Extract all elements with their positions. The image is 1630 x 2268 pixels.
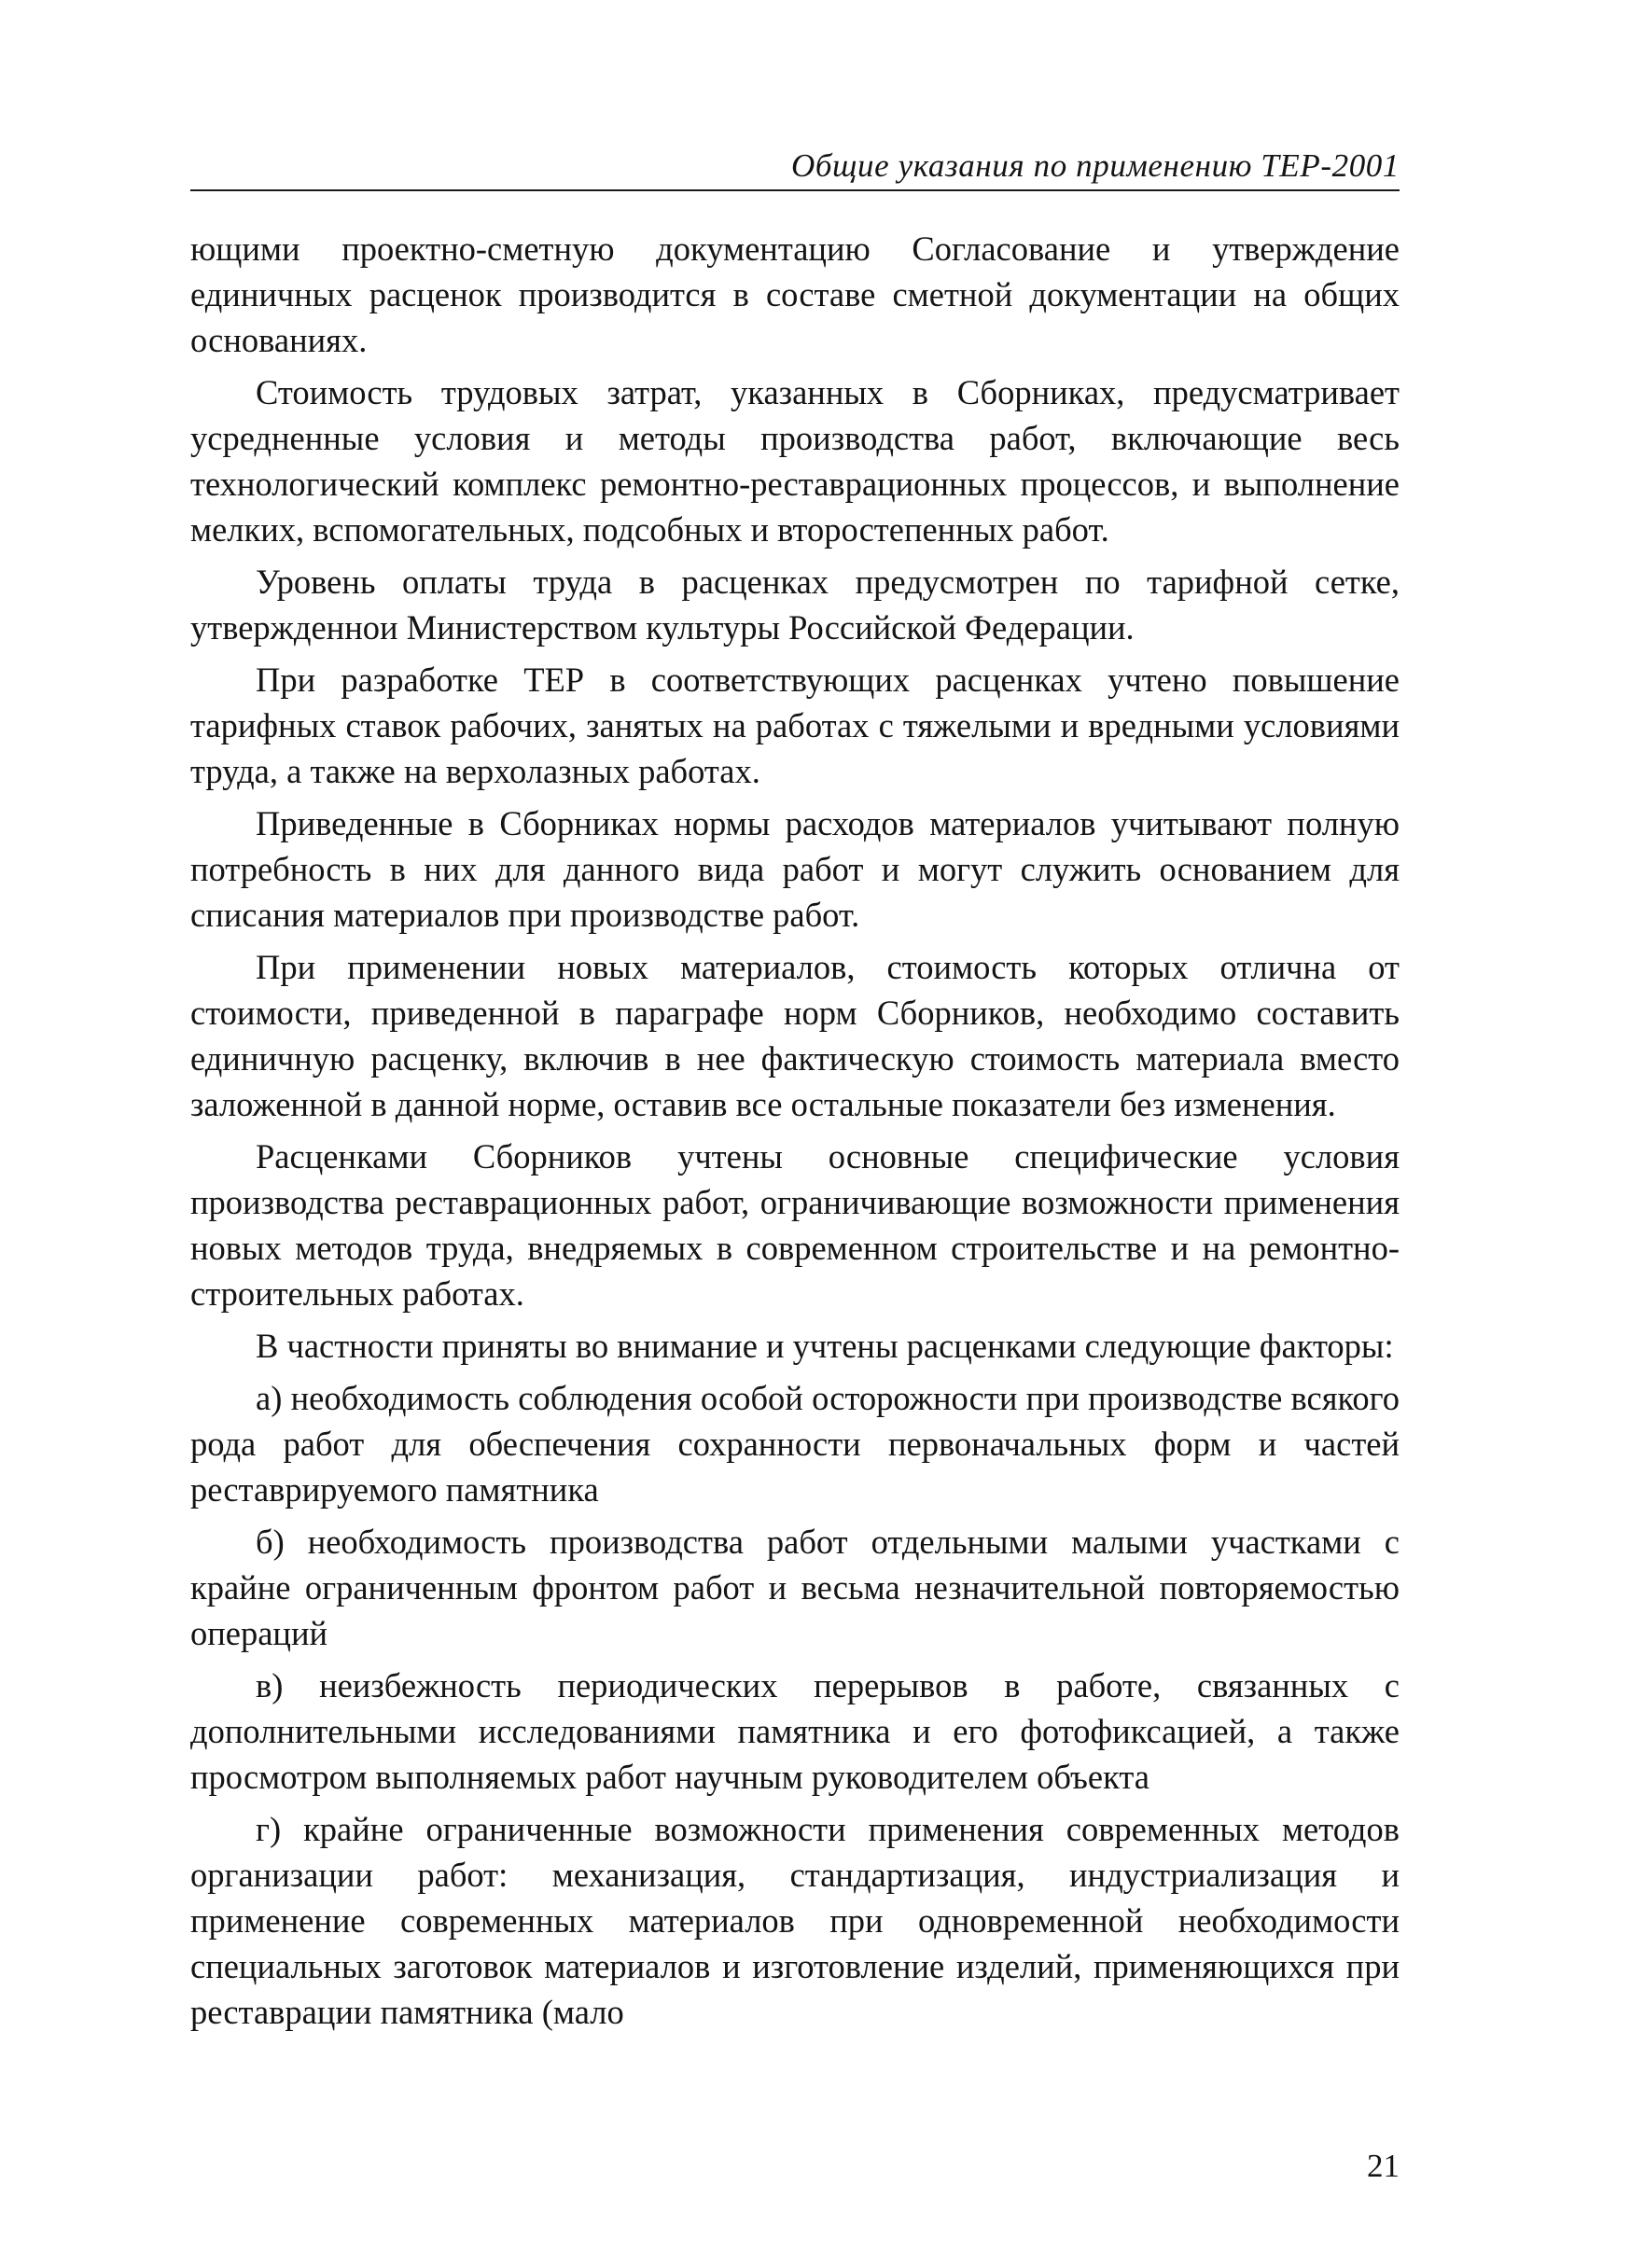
list-item-b: б) необходимость производства работ отдельными малыми участками с крайне ограниченным фронтом работ и весьма незначительной повторяемостью операций bbox=[190, 1523, 1400, 1652]
paragraph-new-materials: При применении новых материалов, стоимость которых отлична от стоимости, приведенной в параграфе норм Сборников, необходимо составить единичную расценку, включив в нее фактическую стоимость материала вместо заложенной в данной норме, оставив все остальные показатели без изменения. bbox=[190, 948, 1400, 1123]
running-header: Общие указания по применению ТЕР-2001 bbox=[790, 147, 1400, 184]
list-item-g: г) крайне ограниченные возможности применения современных методов организации работ: механизация, стандартизация, индустриализация и применение современных материалов при одновременной необходимости специальных заготовок материалов и изготовление изделий, применяющихся при реставрации памятника (мало bbox=[190, 1810, 1400, 2031]
paragraph-pay-level: Уровень оплаты труда в расценках предусмотрен по тарифной сетке, утвержденнои Министерством культуры Российской Федерации. bbox=[190, 563, 1400, 647]
list-item-v: в) неизбежность периодических перерывов в работе, связанных с дополнительными исследованиями памятника и его фотофиксацией, а также просмотром выполняемых работ научным руководителем объекта bbox=[190, 1666, 1400, 1796]
paragraph-specific-conditions: Расценками Сборников учтены основные специфические условия производства реставрационных работ, ограничивающие возможности применения новых методов труда, внедряемых в современном строительстве и на ремонтно-строительных работах. bbox=[190, 1137, 1400, 1313]
paragraph-factors-intro: В частности приняты во внимание и учтены расценками следующие факторы: bbox=[256, 1327, 1394, 1365]
paragraph-tariff-increase: При разработке ТЕР в соответствующих расценках учтено повышение тарифных ставок рабочих, занятых на работах с тяжелыми и вредными условиями труда, а также на верхолазных работах. bbox=[190, 661, 1400, 790]
paragraph-labor-costs: Стоимость трудовых затрат, указанных в Сборниках, предусматривает усредненные условия и методы производства работ, включающие весь технологический комплекс ремонтно-реставрационных процессов, и выполнение мелких, вспомогательных, подсобных и второстепенных работ. bbox=[190, 373, 1400, 549]
paragraph-material-norms: Приведенные в Сборниках нормы расходов материалов учитывают полную потребность в них для данного вида работ и могут служить основанием для списания материалов при производстве работ. bbox=[190, 804, 1400, 934]
body-text bbox=[190, 226, 1400, 2041]
paragraph-continuation: ющими проектно-сметную документацию Согласование и утверждение единичных расценок производится в составе сметной документации на общих основаниях. bbox=[190, 230, 1400, 359]
page-number: 21 bbox=[1367, 2148, 1400, 2184]
list-item-a: а) необходимость соблюдения особой осторожности при производстве всякого рода работ для обеспечения сохранности первоначальных форм и частей реставрируемого памятника bbox=[190, 1379, 1400, 1509]
header-rule bbox=[190, 189, 1400, 191]
